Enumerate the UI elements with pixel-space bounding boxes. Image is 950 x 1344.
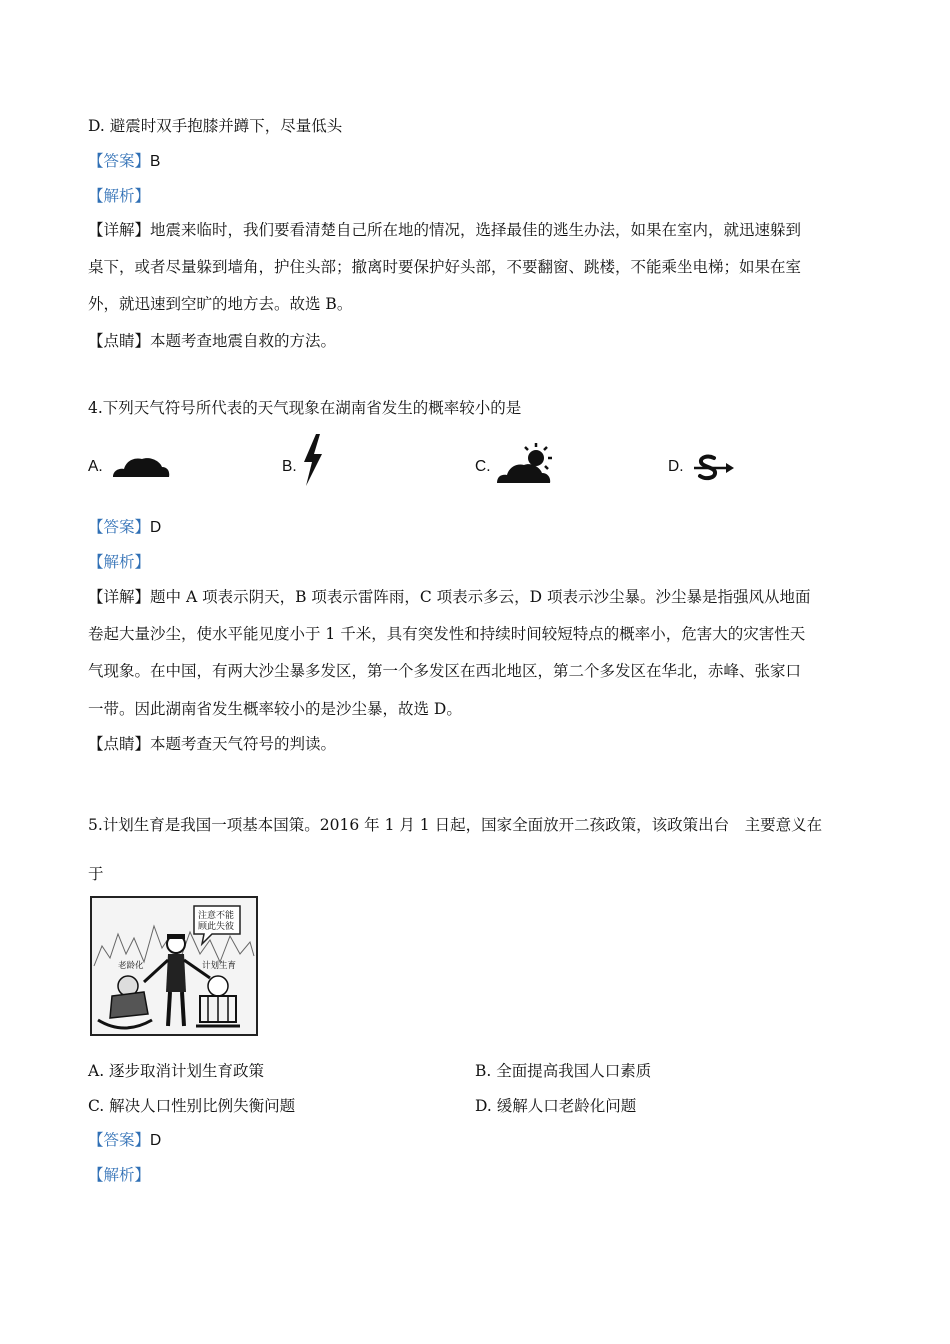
q4-answer (88, 517, 161, 538)
q3-analysis-tag: 【解析】 (88, 187, 151, 205)
q5-option-b: B. 全面提高我国人口素质 (475, 1062, 652, 1080)
answer-tag: 【答案】 (88, 152, 151, 170)
overcast-cloud-icon (110, 452, 172, 480)
q4-detail-line-4: 一带。因此湖南省发生概率较小的是沙尘暴，故选 D。 (88, 700, 462, 718)
q4-stem: 4.下列天气符号所代表的天气现象在湖南省发生的概率较小的是 (88, 399, 522, 417)
population-cartoon (90, 896, 258, 1036)
q3-detail-line-1 (88, 220, 801, 240)
q5-stem-line-1: 5.计划生育是我国一项基本国策。2016 年 1 月 1 日起，国家全面放开二孩政策，该政策出台 主要意义在 (88, 816, 823, 834)
q4-option-b-label: B. (282, 458, 297, 475)
comment-text: 本题考查天气符号的判读。 (150, 735, 337, 753)
partly-cloudy-icon (494, 442, 558, 486)
q4-detail-line-3: 气现象。在中国，有两大沙尘暴多发区，第一个多发区在西北地区，第二个多发区在华北，赤峰、张家口 (88, 662, 802, 680)
q3-answer (88, 151, 160, 172)
comment-tag: 【点睛】 (88, 332, 151, 350)
q4-analysis-tag: 【解析】 (88, 553, 151, 571)
q4-comment (88, 734, 336, 754)
answer-value: D (150, 519, 162, 536)
label-family-planning: 计划生育 (202, 961, 237, 971)
q4-option-c-label: C. (475, 458, 491, 475)
q5-option-d: D. 缓解人口老龄化问题 (475, 1097, 637, 1115)
detail-tag: 【详解】 (88, 221, 151, 239)
sandstorm-icon (692, 452, 736, 484)
comment-text: 本题考查地震自救的方法。 (150, 332, 337, 350)
q5-option-a: A. 逐步取消计划生育政策 (88, 1062, 265, 1080)
q3-detail-line-3: 外，就迅速到空旷的地方去。故选 B。 (88, 295, 353, 313)
q5-stem-line-2: 于 (88, 865, 104, 883)
speech-line-2: 顾此失彼 (198, 922, 235, 932)
q3-comment (88, 331, 336, 351)
detail-tag: 【详解】 (88, 588, 151, 606)
q4-detail-line-2: 卷起大量沙尘，使水平能见度小于 1 千米，具有突发性和持续时间较短特点的概率小，危害大的灾害性天 (88, 625, 806, 643)
detail-text: 题中 A 项表示阴天，B 项表示雷阵雨，C 项表示多云，D 项表示沙尘暴。沙尘暴是指强风从地面 (150, 588, 811, 606)
q5-answer (88, 1130, 161, 1151)
answer-tag: 【答案】 (88, 518, 151, 536)
q3-detail-line-2: 桌下，或者尽量躲到墙角，护住头部；撤离时要保护好头部，不要翻窗、跳楼，不能乘坐电梯；如果在室 (88, 258, 802, 276)
answer-value: D (150, 1132, 162, 1149)
answer-value: B (150, 153, 161, 170)
thunderstorm-lightning-icon (298, 432, 326, 488)
answer-tag: 【答案】 (88, 1131, 151, 1149)
q4-option-a-label: A. (88, 458, 103, 475)
speech-line-1: 注意不能 (198, 911, 235, 921)
q4-detail-line-1 (88, 587, 811, 607)
detail-text: 地震来临时，我们要看清楚自己所在地的情况，选择最佳的逃生办法，如果在室内，就迅速躲到 (150, 221, 802, 239)
q5-option-c: C. 解决人口性别比例失衡问题 (88, 1097, 296, 1115)
q4-option-d-label: D. (668, 458, 684, 475)
label-aging: 老龄化 (118, 961, 144, 971)
q5-analysis-tag: 【解析】 (88, 1166, 151, 1184)
comment-tag: 【点睛】 (88, 735, 151, 753)
q3-option-d: D. 避震时双手抱膝并蹲下，尽量低头 (88, 117, 343, 135)
